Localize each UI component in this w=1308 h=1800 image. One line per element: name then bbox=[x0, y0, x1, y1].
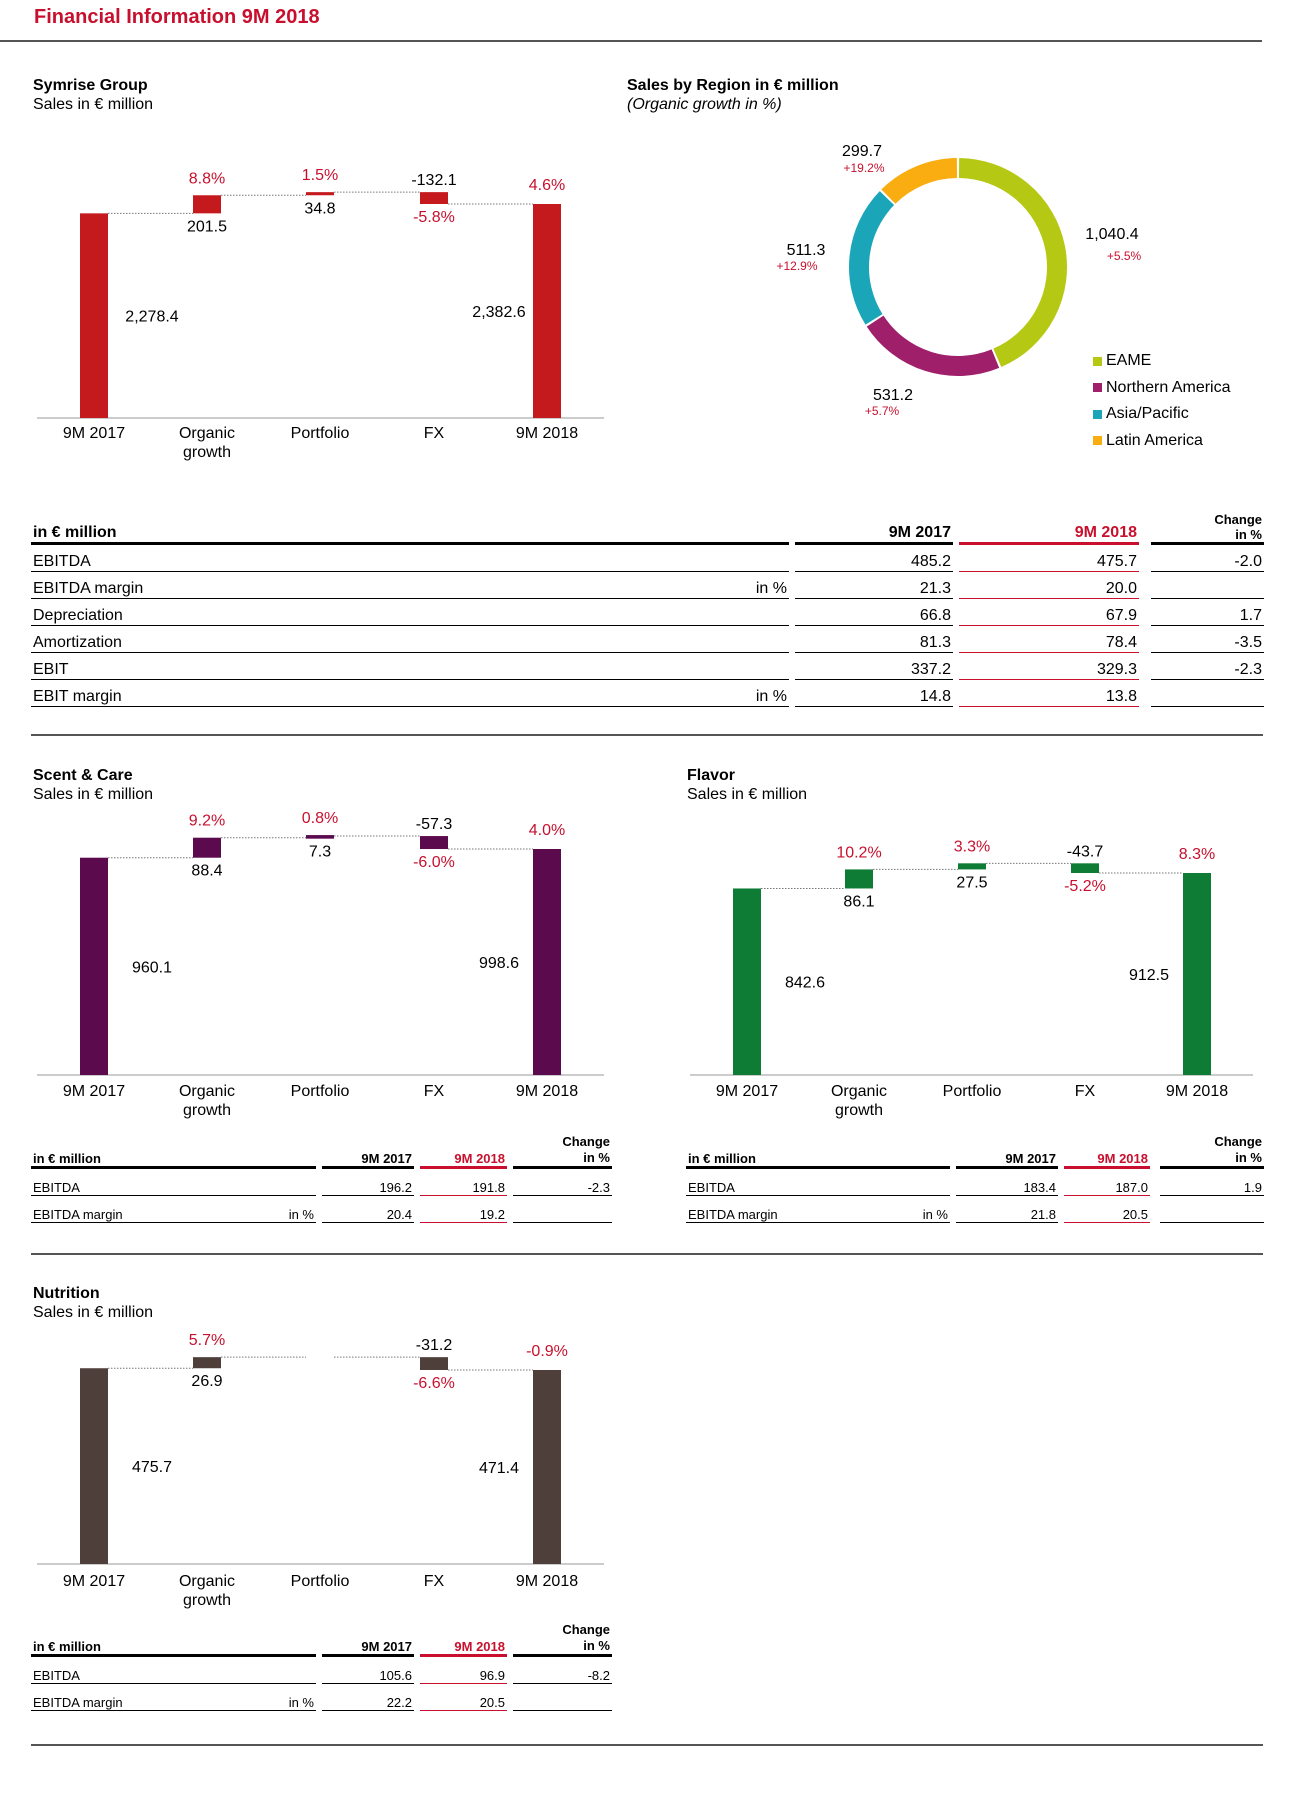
category-label-line: growth bbox=[182, 1102, 232, 1119]
bar-organic bbox=[193, 1357, 221, 1368]
flavor-table-header-9m2018: 9M 2018 bbox=[1064, 1134, 1150, 1169]
row-unit: in % bbox=[248, 1684, 316, 1711]
group-table-header-change-line1: Change bbox=[1214, 512, 1262, 527]
category-label bbox=[1075, 1083, 1096, 1100]
row-label: EBITDA bbox=[31, 1657, 248, 1684]
row-label: EBITDA bbox=[31, 545, 611, 572]
row-value-change: -2.3 bbox=[513, 1169, 612, 1196]
category-label-line: growth bbox=[182, 1592, 232, 1609]
value-label: 7.3 bbox=[308, 843, 332, 861]
row-unit: in % bbox=[611, 680, 789, 707]
flavor-title: Flavor bbox=[687, 767, 736, 784]
flavor-table-header-change-line2: in % bbox=[1235, 1150, 1262, 1165]
pct-label: 4.6% bbox=[528, 177, 566, 194]
category-label bbox=[424, 1573, 445, 1590]
category-label-line: growth bbox=[834, 1102, 884, 1119]
row-label: EBITDA margin bbox=[31, 572, 611, 599]
table-row bbox=[31, 1657, 612, 1684]
category-label-line: FX bbox=[423, 1573, 445, 1590]
row-unit bbox=[887, 1169, 950, 1196]
flavor-table-header-9m2017: 9M 2017 bbox=[956, 1134, 1058, 1169]
legend-label-northern-america: Northern America bbox=[1106, 378, 1231, 396]
bar-fx bbox=[1071, 863, 1099, 873]
row-unit bbox=[248, 1657, 316, 1684]
row-label: Depreciation bbox=[31, 599, 611, 626]
slice-growth-latin-america: +19.2% bbox=[843, 161, 885, 175]
row-value-9m2018: 67.9 bbox=[959, 599, 1139, 626]
row-label: EBIT margin bbox=[31, 680, 611, 707]
value-label: 842.6 bbox=[784, 974, 826, 992]
slice-value-eame: 1,040.4 bbox=[1085, 226, 1139, 243]
value-label: 88.4 bbox=[191, 862, 223, 880]
row-value-9m2017: 183.4 bbox=[956, 1169, 1058, 1196]
page-title: Financial Information 9M 2018 bbox=[34, 6, 320, 28]
pct-label: 10.2% bbox=[836, 844, 882, 862]
category-label-line: Organic bbox=[178, 425, 236, 442]
bar-end bbox=[533, 1370, 561, 1564]
flavor-table-header-change-line1: Change bbox=[1214, 1134, 1262, 1149]
scent-table-header-change-line1: Change bbox=[562, 1134, 610, 1149]
category-label-line: Portfolio bbox=[290, 1573, 350, 1590]
category-label bbox=[716, 1083, 778, 1100]
row-value-change bbox=[513, 1684, 612, 1711]
value-label: 998.6 bbox=[478, 955, 520, 972]
row-value-9m2017: 66.8 bbox=[795, 599, 953, 626]
scent-title: Scent & Care bbox=[33, 767, 133, 784]
value-label: 471.4 bbox=[478, 1460, 520, 1477]
pct-label: -6.0% bbox=[413, 854, 455, 872]
category-label bbox=[291, 1573, 350, 1590]
pct-label: 5.7% bbox=[188, 1332, 226, 1350]
table-row bbox=[31, 1684, 612, 1711]
bottom-rule bbox=[31, 1744, 1263, 1746]
flavor-table-header bbox=[686, 1134, 1264, 1169]
bar-end bbox=[1183, 873, 1211, 1075]
regions-subtitle: (Organic growth in %) bbox=[627, 96, 782, 113]
value-label: -132.1 bbox=[411, 172, 457, 190]
flavor-table-header-change bbox=[1160, 1134, 1264, 1169]
group-table-header-9m2017: 9M 2017 bbox=[795, 512, 953, 545]
row-label: EBITDA margin bbox=[686, 1196, 887, 1223]
pct-label: 8.3% bbox=[1178, 846, 1216, 863]
row-value-9m2018: 78.4 bbox=[959, 626, 1139, 653]
pct-label: 4.0% bbox=[528, 822, 566, 839]
scent-table-header-9m2018: 9M 2018 bbox=[420, 1134, 507, 1169]
pct-label: 0.8% bbox=[301, 810, 339, 828]
value-label: 34.8 bbox=[304, 200, 336, 218]
category-label-line: FX bbox=[423, 425, 445, 442]
value-label: -31.2 bbox=[415, 1337, 453, 1355]
row-value-9m2017: 14.8 bbox=[795, 680, 953, 707]
value-label: 2,278.4 bbox=[125, 308, 179, 326]
slice-growth-northern-america: +5.7% bbox=[864, 404, 900, 418]
category-label-line: Portfolio bbox=[942, 1083, 1002, 1100]
bar-fx bbox=[420, 1357, 448, 1370]
category-label-line: 9M 2017 bbox=[715, 1083, 779, 1100]
value-label: 912.5 bbox=[1128, 967, 1170, 984]
row-value-9m2017: 105.6 bbox=[322, 1657, 414, 1684]
nutrition-table-header-change-line1: Change bbox=[562, 1622, 610, 1637]
value-label: -57.3 bbox=[415, 816, 453, 834]
row-value-9m2017: 21.8 bbox=[956, 1196, 1058, 1223]
pct-label: -0.9% bbox=[526, 1343, 568, 1360]
slice-value-latin-america: 299.7 bbox=[841, 143, 883, 160]
row-unit: in % bbox=[248, 1196, 316, 1223]
nutrition-waterfall-chart bbox=[0, 0, 640, 1630]
category-label-line: Organic bbox=[830, 1083, 888, 1100]
flavor-table-header-label: in € million bbox=[686, 1134, 950, 1169]
slice-growth-asia-pacific: +12.9% bbox=[776, 259, 818, 273]
row-value-9m2018: 19.2 bbox=[420, 1196, 507, 1223]
group-table-header-change-line2: in % bbox=[1235, 527, 1262, 542]
table-row bbox=[686, 1196, 1264, 1223]
row-label: EBIT bbox=[31, 653, 611, 680]
row-label: Amortization bbox=[31, 626, 611, 653]
table-row bbox=[686, 1169, 1264, 1196]
bar-portfolio bbox=[958, 863, 986, 869]
row-value-change: -3.5 bbox=[1151, 626, 1264, 653]
pct-label: -5.8% bbox=[413, 209, 455, 226]
group-subtitle: Sales in € million bbox=[33, 96, 154, 113]
flavor-financial-table bbox=[686, 1134, 1264, 1223]
category-label bbox=[943, 1083, 1002, 1100]
legend-label-latin-america: Latin America bbox=[1106, 431, 1203, 449]
row-label: EBITDA bbox=[31, 1169, 248, 1196]
value-label: 960.1 bbox=[131, 959, 173, 977]
pct-label: -6.6% bbox=[413, 1375, 455, 1392]
category-label-line: Organic bbox=[178, 1573, 236, 1590]
nutrition-table-header-change bbox=[513, 1622, 612, 1657]
row-value-change: -8.2 bbox=[513, 1657, 612, 1684]
pct-label: 3.3% bbox=[953, 838, 991, 856]
category-label-line: growth bbox=[182, 444, 232, 461]
category-label bbox=[516, 1573, 578, 1590]
row-value-change: 1.7 bbox=[1151, 599, 1264, 626]
category-label-line: 9M 2017 bbox=[62, 1573, 126, 1590]
row-value-9m2018: 475.7 bbox=[959, 545, 1139, 572]
scent-table-header-9m2017: 9M 2017 bbox=[322, 1134, 414, 1169]
nutrition-table-header-9m2018: 9M 2018 bbox=[420, 1622, 507, 1657]
row-value-9m2017: 20.4 bbox=[322, 1196, 414, 1223]
row-value-9m2018: 187.0 bbox=[1064, 1169, 1150, 1196]
category-label-line: 9M 2017 bbox=[62, 425, 126, 442]
row-value-change: -2.0 bbox=[1151, 545, 1264, 572]
slice-value-asia-pacific: 511.3 bbox=[786, 242, 826, 259]
scent-table-header-change-line2: in % bbox=[583, 1150, 610, 1165]
value-label: 27.5 bbox=[956, 874, 988, 892]
row-value-change bbox=[1160, 1196, 1264, 1223]
row-value-9m2018: 20.5 bbox=[420, 1684, 507, 1711]
flavor-subtitle: Sales in € million bbox=[687, 786, 808, 803]
row-value-9m2018: 96.9 bbox=[420, 1657, 507, 1684]
category-label-line: FX bbox=[1074, 1083, 1096, 1100]
slice-value-northern-america: 531.2 bbox=[872, 387, 914, 404]
nutrition-table-header bbox=[31, 1622, 612, 1657]
row-label: EBITDA margin bbox=[31, 1196, 248, 1223]
pct-label: 8.8% bbox=[188, 170, 226, 188]
category-label-line: 9M 2018 bbox=[1165, 1083, 1229, 1100]
bar-start bbox=[733, 888, 761, 1075]
regions-title: Sales by Region in € million bbox=[627, 77, 839, 94]
value-label: 201.5 bbox=[186, 218, 228, 236]
row-value-9m2018: 329.3 bbox=[959, 653, 1139, 680]
category-label-line: Organic bbox=[178, 1083, 236, 1100]
scent-table-header-label: in € million bbox=[31, 1134, 316, 1169]
row-value-9m2017: 81.3 bbox=[795, 626, 953, 653]
row-unit: in % bbox=[611, 572, 789, 599]
value-label: 86.1 bbox=[843, 893, 875, 911]
value-label: 475.7 bbox=[131, 1459, 173, 1477]
nutrition-financial-table bbox=[31, 1622, 612, 1711]
group-title: Symrise Group bbox=[33, 77, 148, 94]
category-label bbox=[179, 1573, 235, 1609]
category-label bbox=[831, 1083, 887, 1119]
nutrition-table-header-change-line2: in % bbox=[583, 1638, 610, 1653]
nutrition-table-header-9m2017: 9M 2017 bbox=[322, 1622, 414, 1657]
category-label-line: 9M 2017 bbox=[62, 1083, 126, 1100]
category-label-line: Portfolio bbox=[290, 425, 350, 442]
value-label: -43.7 bbox=[1066, 843, 1104, 861]
category-label-line: 9M 2018 bbox=[515, 1573, 579, 1590]
row-unit: in % bbox=[887, 1196, 950, 1223]
pct-label: -5.2% bbox=[1064, 878, 1106, 895]
bar-organic bbox=[845, 869, 873, 888]
value-label: 2,382.6 bbox=[472, 304, 526, 321]
category-label-line: 9M 2018 bbox=[515, 1083, 579, 1100]
nutrition-table-header-label: in € million bbox=[31, 1622, 316, 1657]
row-label: EBITDA margin bbox=[31, 1684, 248, 1711]
row-value-9m2017: 22.2 bbox=[322, 1684, 414, 1711]
category-label-line: FX bbox=[423, 1083, 445, 1100]
row-value-9m2017: 196.2 bbox=[322, 1169, 414, 1196]
pct-label: 9.2% bbox=[188, 812, 226, 830]
nutrition-subtitle: Sales in € million bbox=[33, 1304, 154, 1321]
value-label: 26.9 bbox=[191, 1373, 223, 1391]
category-label bbox=[63, 1573, 125, 1590]
row-value-9m2018: 20.0 bbox=[959, 572, 1139, 599]
row-value-9m2017: 485.2 bbox=[795, 545, 953, 572]
bar-start bbox=[80, 1368, 108, 1564]
row-value-change: 1.9 bbox=[1160, 1169, 1264, 1196]
pct-label: 1.5% bbox=[301, 167, 339, 185]
slice-growth-eame: +5.5% bbox=[1106, 249, 1142, 263]
row-value-9m2018: 13.8 bbox=[959, 680, 1139, 707]
row-value-9m2017: 21.3 bbox=[795, 572, 953, 599]
row-value-9m2017: 337.2 bbox=[795, 653, 953, 680]
category-label bbox=[1166, 1083, 1228, 1100]
row-value-9m2018: 20.5 bbox=[1064, 1196, 1150, 1223]
row-value-change: -2.3 bbox=[1151, 653, 1264, 680]
row-value-9m2018: 191.8 bbox=[420, 1169, 507, 1196]
category-label-line: 9M 2018 bbox=[515, 425, 579, 442]
nutrition-title: Nutrition bbox=[33, 1285, 100, 1302]
row-label: EBITDA bbox=[686, 1169, 887, 1196]
scent-subtitle: Sales in € million bbox=[33, 786, 154, 803]
legend-label-eame: EAME bbox=[1106, 352, 1152, 370]
group-table-header-label: in € million bbox=[31, 512, 789, 545]
category-label-line: Portfolio bbox=[290, 1083, 350, 1100]
legend-label-asia-pacific: Asia/Pacific bbox=[1106, 405, 1189, 423]
group-table-header-9m2018: 9M 2018 bbox=[959, 512, 1139, 545]
